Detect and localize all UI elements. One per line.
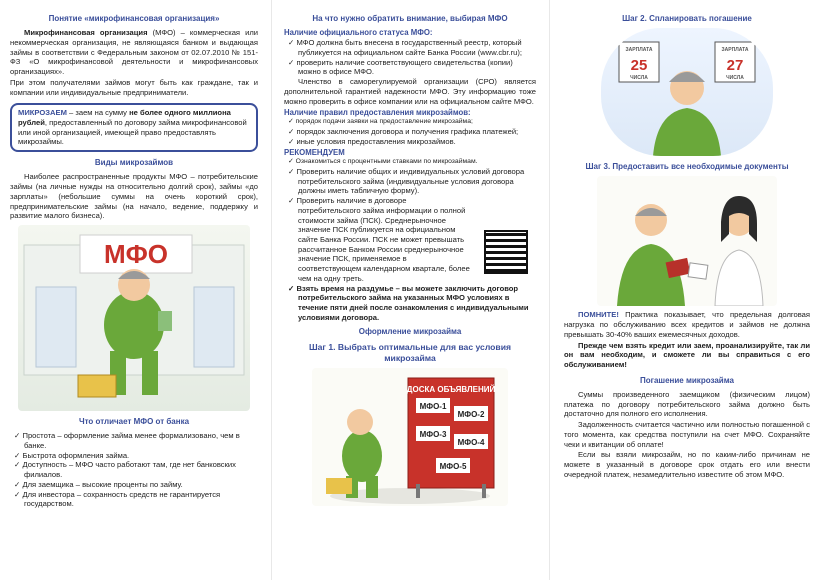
calendar-2-top: ЗАРПЛАТА: [721, 47, 749, 54]
list-item: ✓ порядок заключения договора и получения графика платежей;: [284, 127, 536, 137]
column-divider: [549, 0, 550, 580]
board-item: МФО-5: [439, 461, 467, 471]
paragraph-borrowers: При этом получателями займов могут быть как граждане, так и компании или индивидуальные предприниматели.: [10, 77, 258, 97]
column-1: [0, 0, 268, 580]
microloan-definition-box: МИКРОЗАЕМ – заем на сумму не более одного миллиона рублей, предоставленный по договору займа микрофинансовой или иной организацией, имеющей право предоставлять микрозаймы.: [10, 103, 258, 152]
column-3: [554, 0, 820, 580]
subheading-official-status: Наличие официального статуса МФО:: [284, 28, 433, 38]
paragraph-mfo-definition: Микрофинансовая организация (МФО) – коммерческая или некоммерческая организация, не являющаяся банком и выдающая займы в соответствии с Федеральным законом от 02.07.2010 № 151-ФЗ «О микрофинансовой деятельности и микрофинансовых организациях».: [10, 28, 258, 77]
heading-repayment: Погашение микрозайма: [640, 375, 734, 385]
board-item: МФО-3: [419, 429, 447, 439]
list-item: ✓ Простота – оформление займа менее формализовано, чем в банке.: [10, 431, 258, 450]
mfo-sign-text: МФО: [103, 238, 169, 269]
calendar-2-number: 27: [726, 57, 744, 75]
heading-step-2: Шаг 2. Спланировать погашение: [622, 14, 752, 23]
paragraph-analyze: Прежде чем взять кредит или заем, проанализируйте, так ли он вам необходим, и сможете ли вы справиться с его обслуживанием!: [564, 340, 810, 370]
list-item: ✓ Для заемщика – высокие проценты по займу.: [10, 480, 258, 490]
list-item: ✓ Взять время на раздумье – вы можете заключить договор потребительского займа на указанных МФО условиях в течение пяти дней после ознакомления с индивидуальными условиями договора.: [284, 284, 536, 323]
heading-loan-types: Виды микрозаймов: [94, 158, 174, 168]
list-item: ✓ Ознакомиться с процентными ставками по микрозаймам.: [284, 158, 536, 167]
list-item: ✓ Для инвестора – сохранность средств не гарантируется государством.: [10, 490, 258, 509]
list-item: ✓ Доступность – МФО часто работают там, где нет банковских филиалов.: [10, 460, 258, 479]
heading-loan-processing: Оформление микрозайма: [358, 327, 462, 337]
board-title: ДОСКА ОБЪЯВЛЕНИЙ: [406, 384, 496, 394]
calendar-2-bottom: ЧИСЛА: [726, 75, 744, 82]
list-item: ✓ Проверить наличие общих и индивидуальных условий договора потребительского займа (индивидуальные условия договора должны иметь табличную форму).: [284, 167, 536, 196]
list-item: ✓ порядок подачи заявки на предоставление микрозайма;: [284, 118, 536, 127]
paragraph-loan-types: Наиболее распространенные продукты МФО – потребительские займы (на личные нужды на относительно долгий срок), займы «до зарплаты» (небольшие суммы на очень короткий срок), предпринимательские займы (на начало, ведение, поддержку и развитие малого бизнеса).: [10, 172, 258, 221]
list-item: ✓ Быстрота оформления займа.: [10, 451, 258, 461]
list-item: ✓ МФО должна быть внесена в государственный реестр, который публикуется на официальном сайте Банка России (www.cbr.ru);: [284, 38, 536, 57]
list-item: ✓ иные условия предоставления микрозаймов.: [284, 137, 536, 147]
board-item: МФО-1: [419, 401, 447, 411]
illustration-mfo-office: [18, 225, 250, 411]
heading-step-1: Шаг 1. Выбрать оптимальные для вас условия микрозайма: [308, 341, 512, 363]
subheading-rules: Наличие правил предоставления микрозаймов:: [284, 108, 471, 118]
heading-mfo-vs-bank: Что отличает МФО от банка: [78, 416, 190, 426]
board-item: МФО-2: [457, 409, 485, 419]
subheading-recommend: РЕКОМЕНДУЕМ: [284, 148, 345, 158]
list-item: ✓ проверить наличие соответствующего свидетельства (копии) можно в офисе МФО.: [284, 58, 536, 77]
paragraph-notify-mfo: Если вы взяли микрозайм, но по каким-либо причинам не можете в указанный в договоре срок отдать его или внести очередной платеж, незамедлительно известите об этом МФО.: [564, 450, 810, 479]
board-item: МФО-4: [457, 437, 485, 447]
heading-mfo-concept: Понятие «микрофинансовая организация»: [48, 14, 220, 23]
list-item: ✓ Проверить наличие в договоре потребительского займа информации о полной стоимости займа (ПСК). Среднерыночное значение ПСК публикуется на официальном сайте Банка России. ПСК не может превышать рассчитанное Банком России среднерыночное значение ПСК, применяемое в соответствующем календарном квартале, более чем на одну треть.: [284, 196, 536, 283]
paragraph-debt-repaid: Задолженность считается частично или полностью погашенной с того момента, как средства поступили на счет МФО. Сохраняйте чеки и квитанции об оплате!: [564, 420, 810, 449]
column-divider: [271, 0, 272, 580]
illustration-documents: [597, 176, 777, 306]
calendar-1-bottom: ЧИСЛА: [630, 75, 648, 82]
calendar-1-top: ЗАРПЛАТА: [625, 47, 653, 54]
paragraph-debt-load: ПОМНИТЕ! Практика показывает, что предельная долговая нагрузка по обслуживанию всех кредитов и займов не должна превышать 30-40% ваших ежемесячных доходов.: [564, 310, 810, 339]
column-2: [274, 0, 546, 580]
qr-code: [484, 230, 528, 274]
illustration-notice-board: [312, 368, 508, 506]
illustration-calendars: [601, 28, 773, 156]
heading-step-3: Шаг 3. Предоставить все необходимые документы: [585, 162, 789, 172]
paragraph-payment-sum: Суммы произведенного заемщиком (физическим лицом) платежа по договору потребительского займа должно быть достаточно для полного его исполнения.: [564, 390, 810, 419]
calendar-1-number: 25: [630, 57, 648, 75]
heading-choosing-mfo: На что нужно обратить внимание, выбирая МФО: [312, 14, 508, 23]
paragraph-sro: Членство в саморегулируемой организации (СРО) является дополнительной гарантией надежности МФО. Эту информацию тоже можно проверить в офисе компании или на официальном сайте МФО.: [284, 77, 536, 106]
